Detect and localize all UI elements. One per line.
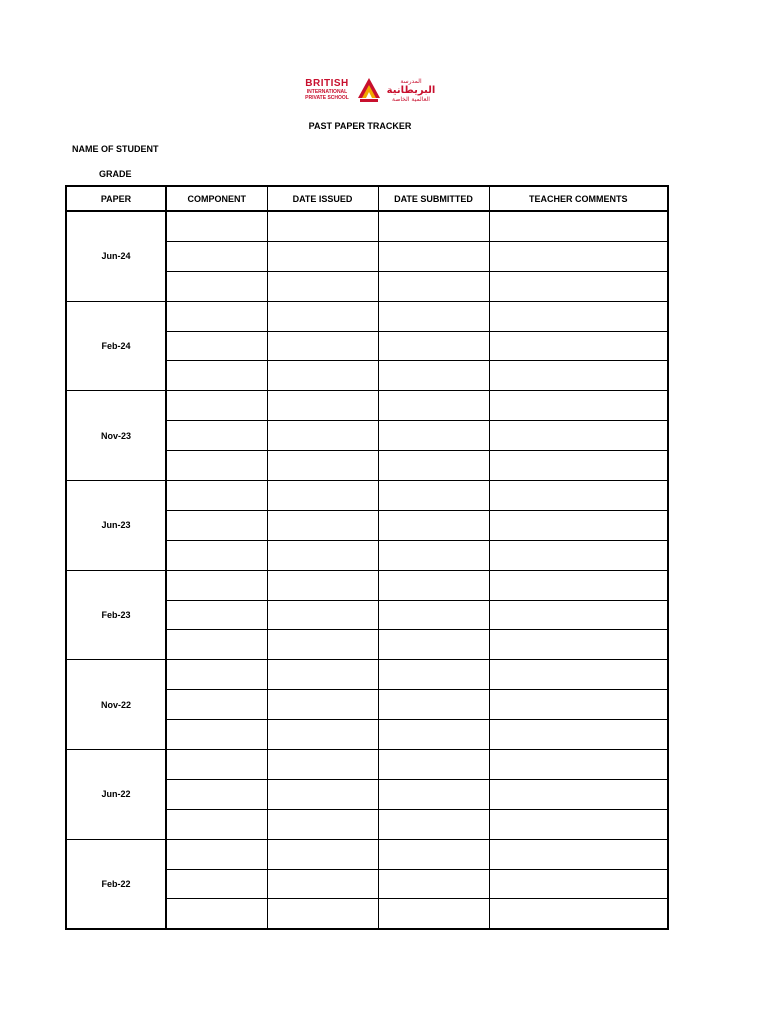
table-row: [66, 301, 668, 331]
date-issued-cell[interactable]: [267, 779, 378, 809]
logo-ar-line2: البريطانية: [386, 85, 436, 96]
date-submitted-cell[interactable]: [378, 750, 489, 780]
table-row: [66, 391, 668, 421]
grade-label: GRADE: [99, 169, 132, 179]
date-issued-cell[interactable]: [267, 720, 378, 750]
logo-arabic-text: [384, 78, 438, 103]
teacher-comments-cell[interactable]: [489, 361, 668, 391]
component-cell[interactable]: [166, 271, 267, 301]
date-submitted-cell[interactable]: [378, 361, 489, 391]
table-row: [66, 839, 668, 869]
teacher-comments-cell[interactable]: [489, 391, 668, 421]
teacher-comments-cell[interactable]: [489, 809, 668, 839]
teacher-comments-cell[interactable]: [489, 750, 668, 780]
date-submitted-cell[interactable]: [378, 660, 489, 690]
teacher-comments-cell[interactable]: [489, 451, 668, 481]
component-cell[interactable]: [166, 361, 267, 391]
date-submitted-cell[interactable]: [378, 451, 489, 481]
date-submitted-cell[interactable]: [378, 779, 489, 809]
date-submitted-cell[interactable]: [378, 630, 489, 660]
teacher-comments-cell[interactable]: [489, 839, 668, 869]
header-paper: PAPER: [66, 186, 166, 211]
teacher-comments-cell[interactable]: [489, 301, 668, 331]
date-issued-cell[interactable]: [267, 750, 378, 780]
date-issued-cell[interactable]: [267, 361, 378, 391]
component-cell[interactable]: [166, 481, 267, 511]
component-cell[interactable]: [166, 331, 267, 361]
date-issued-cell[interactable]: [267, 869, 378, 899]
teacher-comments-cell[interactable]: [489, 720, 668, 750]
teacher-comments-cell[interactable]: [489, 481, 668, 511]
date-issued-cell[interactable]: [267, 241, 378, 271]
logo-english-text: [300, 78, 354, 101]
teacher-comments-cell[interactable]: [489, 331, 668, 361]
table-row: [66, 660, 668, 690]
component-cell[interactable]: [166, 899, 267, 929]
date-submitted-cell[interactable]: [378, 391, 489, 421]
component-cell[interactable]: [166, 720, 267, 750]
date-issued-cell[interactable]: [267, 690, 378, 720]
component-cell[interactable]: [166, 750, 267, 780]
date-issued-cell[interactable]: [267, 660, 378, 690]
table-body: [66, 211, 668, 929]
table-header-row: [66, 186, 668, 211]
component-cell[interactable]: [166, 451, 267, 481]
component-cell[interactable]: [166, 690, 267, 720]
component-cell[interactable]: [166, 660, 267, 690]
paper-label: Feb-22: [66, 839, 166, 929]
component-cell[interactable]: [166, 839, 267, 869]
table-row: [66, 750, 668, 780]
component-cell[interactable]: [166, 540, 267, 570]
logo-ar-line1: المدرسة: [400, 78, 422, 85]
paper-label: Jun-22: [66, 750, 166, 840]
page-title: PAST PAPER TRACKER: [308, 121, 412, 131]
date-submitted-cell[interactable]: [378, 211, 489, 241]
date-issued-cell[interactable]: [267, 271, 378, 301]
teacher-comments-cell[interactable]: [489, 690, 668, 720]
paper-label: Feb-24: [66, 301, 166, 391]
date-submitted-cell[interactable]: [378, 271, 489, 301]
paper-label: Jun-24: [66, 211, 166, 301]
student-name-label: NAME OF STUDENT: [72, 144, 159, 154]
component-cell[interactable]: [166, 809, 267, 839]
component-cell[interactable]: [166, 391, 267, 421]
date-submitted-cell[interactable]: [378, 540, 489, 570]
date-submitted-cell[interactable]: [378, 301, 489, 331]
date-submitted-cell[interactable]: [378, 839, 489, 869]
logo-en-line2: INTERNATIONAL: [306, 89, 348, 95]
date-submitted-cell[interactable]: [378, 331, 489, 361]
date-submitted-cell[interactable]: [378, 720, 489, 750]
header-date-submitted: DATE SUBMITTED: [378, 186, 489, 211]
component-cell[interactable]: [166, 869, 267, 899]
logo-en-line1: BRITISH: [305, 78, 349, 89]
teacher-comments-cell[interactable]: [489, 241, 668, 271]
table-row: [66, 211, 668, 241]
table-row: [66, 570, 668, 600]
teacher-comments-cell[interactable]: [489, 271, 668, 301]
paper-label: Nov-23: [66, 391, 166, 481]
school-logo: [300, 74, 440, 106]
teacher-comments-cell[interactable]: [489, 600, 668, 630]
component-cell[interactable]: [166, 779, 267, 809]
teacher-comments-cell[interactable]: [489, 630, 668, 660]
teacher-comments-cell[interactable]: [489, 211, 668, 241]
date-issued-cell[interactable]: [267, 301, 378, 331]
date-issued-cell[interactable]: [267, 331, 378, 361]
date-issued-cell[interactable]: [267, 451, 378, 481]
date-issued-cell[interactable]: [267, 630, 378, 660]
date-issued-cell[interactable]: [267, 421, 378, 451]
date-submitted-cell[interactable]: [378, 421, 489, 451]
component-cell[interactable]: [166, 241, 267, 271]
component-cell[interactable]: [166, 600, 267, 630]
paper-label: Feb-23: [66, 570, 166, 660]
teacher-comments-cell[interactable]: [489, 660, 668, 690]
teacher-comments-cell[interactable]: [489, 899, 668, 929]
date-submitted-cell[interactable]: [378, 809, 489, 839]
date-submitted-cell[interactable]: [378, 869, 489, 899]
paper-label: Nov-22: [66, 660, 166, 750]
component-cell[interactable]: [166, 630, 267, 660]
component-cell[interactable]: [166, 301, 267, 331]
header-teacher-comments: TEACHER COMMENTS: [489, 186, 668, 211]
past-paper-table: [65, 185, 669, 930]
date-issued-cell[interactable]: [267, 600, 378, 630]
teacher-comments-cell[interactable]: [489, 540, 668, 570]
logo-ar-line3: العالمية الخاصة: [392, 96, 430, 103]
date-submitted-cell[interactable]: [378, 899, 489, 929]
school-crest-icon: [356, 76, 382, 104]
date-issued-cell[interactable]: [267, 809, 378, 839]
teacher-comments-cell[interactable]: [489, 421, 668, 451]
date-submitted-cell[interactable]: [378, 570, 489, 600]
component-cell[interactable]: [166, 421, 267, 451]
date-submitted-cell[interactable]: [378, 481, 489, 511]
date-issued-cell[interactable]: [267, 540, 378, 570]
component-cell[interactable]: [166, 570, 267, 600]
header-component: COMPONENT: [166, 186, 267, 211]
date-submitted-cell[interactable]: [378, 510, 489, 540]
date-submitted-cell[interactable]: [378, 690, 489, 720]
date-submitted-cell[interactable]: [378, 600, 489, 630]
teacher-comments-cell[interactable]: [489, 869, 668, 899]
logo-en-line3: PRIVATE SCHOOL: [305, 95, 349, 101]
teacher-comments-cell[interactable]: [489, 510, 668, 540]
teacher-comments-cell[interactable]: [489, 570, 668, 600]
paper-label: Jun-23: [66, 481, 166, 571]
date-issued-cell[interactable]: [267, 211, 378, 241]
date-issued-cell[interactable]: [267, 391, 378, 421]
table-row: [66, 481, 668, 511]
date-issued-cell[interactable]: [267, 570, 378, 600]
date-submitted-cell[interactable]: [378, 241, 489, 271]
date-issued-cell[interactable]: [267, 839, 378, 869]
component-cell[interactable]: [166, 510, 267, 540]
date-issued-cell[interactable]: [267, 899, 378, 929]
header-date-issued: DATE ISSUED: [267, 186, 378, 211]
date-issued-cell[interactable]: [267, 510, 378, 540]
component-cell[interactable]: [166, 211, 267, 241]
date-issued-cell[interactable]: [267, 481, 378, 511]
teacher-comments-cell[interactable]: [489, 779, 668, 809]
